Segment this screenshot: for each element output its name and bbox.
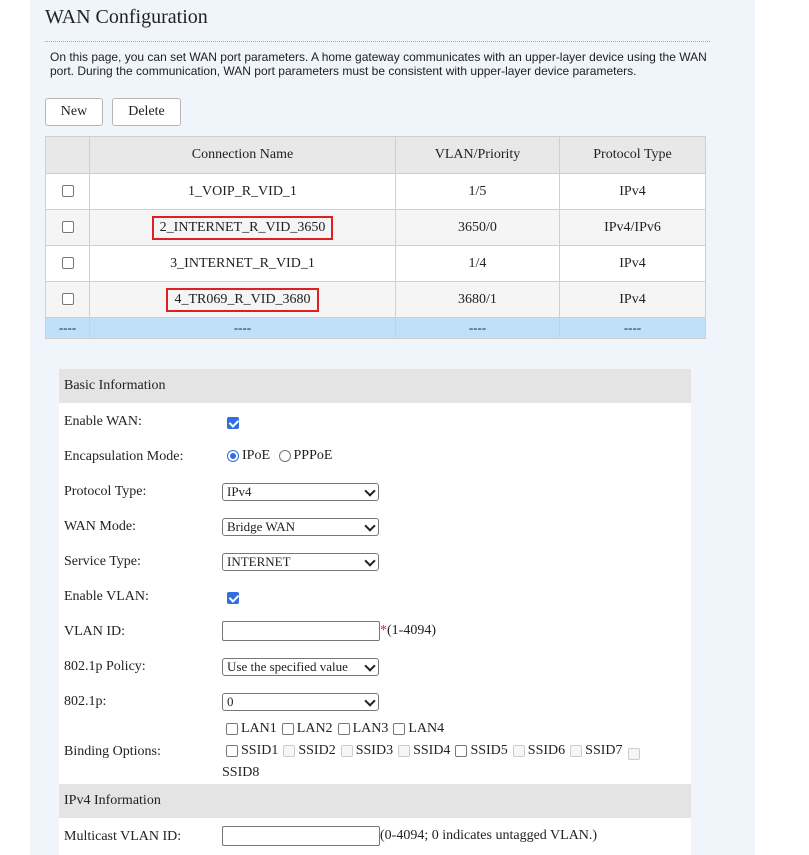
lan-binding-group: [226, 721, 449, 740]
ipoe-radio[interactable]: [227, 450, 239, 462]
header-select: [46, 137, 90, 174]
multicast-vlan-label: Multicast VLAN ID:: [64, 829, 182, 844]
header-connection-name: Connection Name: [90, 137, 396, 174]
policy-label: 802.1p Policy:: [64, 659, 146, 674]
footer-cell: ----: [560, 318, 706, 339]
enable-vlan-checkbox[interactable]: [227, 592, 239, 604]
new-button[interactable]: New: [45, 98, 103, 126]
pppoe-radio[interactable]: [279, 450, 291, 462]
bind-lan1[interactable]: LAN1: [226, 721, 277, 737]
delete-button[interactable]: Delete: [112, 98, 181, 126]
enable-vlan-label: Enable VLAN:: [64, 589, 149, 604]
vlan-id-range: (1-4094): [387, 623, 436, 638]
bind-ssid6[interactable]: SSID6: [513, 743, 565, 759]
table-row[interactable]: [46, 174, 706, 210]
encap-ipoe-option[interactable]: [227, 448, 270, 464]
chevron-down-icon: [364, 520, 375, 531]
table-footer-row: [46, 318, 706, 339]
table-row[interactable]: [46, 210, 706, 246]
bind-ssid1[interactable]: SSID1: [226, 743, 278, 759]
protocol-type: IPv4: [560, 174, 706, 210]
vlan-priority: 3680/1: [396, 282, 560, 318]
connection-name: 1_VOIP_R_VID_1: [188, 183, 297, 199]
vlan-priority: 1/5: [396, 174, 560, 210]
bind-lan4[interactable]: LAN4: [393, 721, 444, 737]
chevron-down-icon: [364, 695, 375, 706]
service-type-select[interactable]: [222, 553, 379, 571]
protocol-type: IPv4: [560, 282, 706, 318]
chevron-down-icon: [364, 485, 375, 496]
bind-ssid4[interactable]: SSID4: [398, 743, 450, 759]
footer-cell: ----: [396, 318, 560, 339]
title-divider: [45, 41, 710, 42]
bind-ssid5[interactable]: SSID5: [455, 743, 507, 759]
bind-ssid8-checkbox[interactable]: [628, 748, 640, 760]
protocol-type: IPv4/IPv6: [560, 210, 706, 246]
table-row[interactable]: [46, 282, 706, 318]
connection-name: 3_INTERNET_R_VID_1: [170, 255, 315, 271]
footer-cell: ----: [90, 318, 396, 339]
multicast-vlan-input[interactable]: [222, 826, 380, 846]
connection-table: [45, 136, 706, 339]
ipoe-label: IPoE: [242, 448, 270, 463]
policy-value: Use the specified value: [227, 659, 348, 674]
bind-ssid2[interactable]: SSID2: [283, 743, 335, 759]
row-checkbox[interactable]: [62, 221, 74, 233]
vlan-priority: 3650/0: [396, 210, 560, 246]
bind-ssid3[interactable]: SSID3: [341, 743, 393, 759]
basic-info-header: Basic Information: [59, 369, 691, 403]
bind-ssid7[interactable]: SSID7: [570, 743, 622, 759]
chevron-down-icon: [364, 660, 375, 671]
protocol-type-value: IPv4: [227, 484, 252, 499]
vlan-id-input[interactable]: [222, 621, 380, 641]
chevron-down-icon: [364, 555, 375, 566]
wan-mode-label: WAN Mode:: [64, 519, 136, 534]
bind-ssid8-label: SSID8: [222, 765, 260, 780]
protocol-type: IPv4: [560, 246, 706, 282]
required-marker: *: [380, 623, 387, 638]
ipv4-info-header: IPv4 Information: [59, 784, 691, 818]
bind-lan2[interactable]: LAN2: [282, 721, 333, 737]
service-type-label: Service Type:: [64, 554, 141, 569]
header-vlan-priority: VLAN/Priority: [396, 137, 560, 174]
connection-name-highlighted: 4_TR069_R_VID_3680: [166, 288, 318, 312]
page-title: WAN Configuration: [45, 6, 208, 28]
vlan-id-label: VLAN ID:: [64, 624, 126, 639]
row-checkbox[interactable]: [62, 293, 74, 305]
encap-pppoe-option[interactable]: [279, 448, 333, 464]
table-header-row: [46, 137, 706, 174]
header-protocol-type: Protocol Type: [560, 137, 706, 174]
encap-mode-label: Encapsulation Mode:: [64, 449, 184, 464]
protocol-type-select[interactable]: [222, 483, 379, 501]
wan-mode-value: Bridge WAN: [227, 519, 296, 534]
protocol-type-label: Protocol Type:: [64, 484, 147, 499]
page-description: On this page, you can set WAN port parameters. A home gateway communicates with an upper-layer device using the WAN port. During the communication, WAN port parameters must be consistent with upper-layer device parameters.: [50, 50, 707, 78]
connection-name-highlighted: 2_INTERNET_R_VID_3650: [152, 216, 334, 240]
wan-mode-select[interactable]: [222, 518, 379, 536]
row-checkbox[interactable]: [62, 257, 74, 269]
service-type-value: INTERNET: [227, 554, 291, 569]
policy-select[interactable]: [222, 658, 379, 676]
wan-form: [59, 369, 691, 855]
priority-value: 0: [227, 694, 234, 709]
bind-lan3[interactable]: LAN3: [338, 721, 389, 737]
pppoe-label: PPPoE: [293, 448, 333, 463]
vlan-priority: 1/4: [396, 246, 560, 282]
table-row[interactable]: [46, 246, 706, 282]
row-checkbox[interactable]: [62, 185, 74, 197]
footer-cell: ----: [46, 318, 90, 339]
enable-wan-label: Enable WAN:: [64, 414, 142, 429]
priority-label: 802.1p:: [64, 694, 107, 709]
enable-wan-checkbox[interactable]: [227, 417, 239, 429]
ssid-binding-group: [226, 743, 640, 762]
priority-select[interactable]: [222, 693, 379, 711]
multicast-vlan-hint: (0-4094; 0 indicates untagged VLAN.): [380, 828, 598, 843]
binding-options-label: Binding Options:: [64, 744, 161, 759]
